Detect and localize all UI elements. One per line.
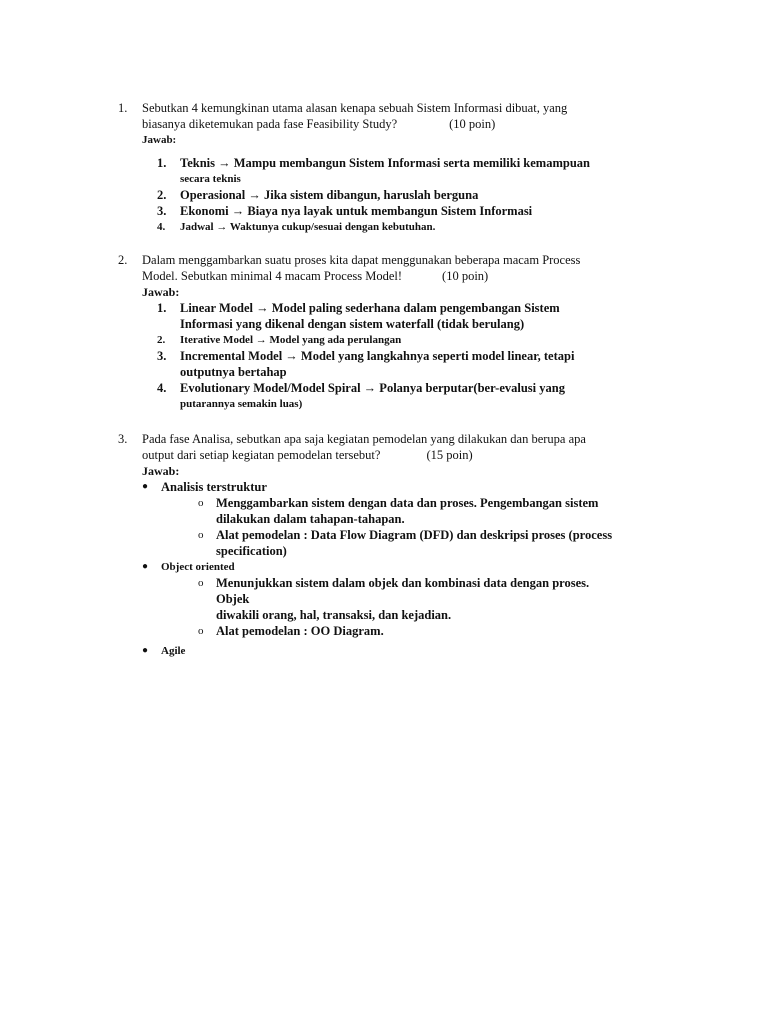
- list-item: 2. Iterative Model → Model yang ada perulangan: [157, 334, 402, 346]
- list-item: 4. Evolutionary Model/Model Spiral → Polanya berputar(ber-evalusi yang putarannya semakin luas): [157, 381, 565, 410]
- list-item: ● Analisis terstruktur o Menggambarkan sistem dengan data dan proses. Pengembangan sistem dilakukan dalam tahapan-tahapan. o Alat pemodelan : Data Flow Diagram (DFD) dan deskripsi proses (process specification): [142, 479, 618, 559]
- list-item: 2. Operasional → Jika sistem dibangun, haruslah berguna: [157, 188, 479, 202]
- question-number: 3.: [118, 432, 128, 446]
- list-item: 1. Linear Model → Model paling sederhana dalam pengembangan Sistem Informasi yang dikenal dengan sistem waterfall (tidak berulang): [157, 301, 560, 331]
- answer-list: [157, 155, 618, 235]
- circle-bullet-icon: o: [198, 625, 204, 637]
- answer-label: Jawab:: [142, 134, 177, 146]
- list-item: 1. Teknis → Mampu membangun Sistem Informasi serta memiliki kemampuan secara teknis: [157, 156, 590, 185]
- question-points: (15 poin): [426, 448, 473, 462]
- sub-list: [198, 495, 618, 559]
- bullet-icon: ●: [142, 645, 149, 656]
- list-item: ● Agile: [142, 645, 186, 657]
- question-text: Dalam menggambarkan suatu proses kita dapat menggunakan beberapa macam Process Model. Sebutkan minimal 4 macam Process Model! (10 poin): [142, 253, 581, 283]
- question-points: (10 poin): [442, 269, 489, 283]
- list-item: ● Object oriented o Menunjukkan sistem dalam objek dan kombinasi data dengan proses. Objek diwakili orang, hal, transaksi, dan kejadian. o Alat pemodelan : OO Diagram.: [142, 559, 618, 639]
- question-text: Sebutkan 4 kemungkinan utama alasan kenapa sebuah Sistem Informasi dibuat, yang biasanya diketemukan pada fase Feasibility Study? (10 poin): [142, 101, 568, 131]
- question-3: [118, 431, 618, 659]
- sub-list-item: o Alat pemodelan : OO Diagram.: [198, 624, 384, 638]
- circle-bullet-icon: o: [198, 577, 204, 589]
- question-number: 1.: [118, 101, 128, 115]
- question-2: [118, 252, 618, 412]
- sub-list-item: o Menggambarkan sistem dengan data dan proses. Pengembangan sistem dilakukan dalam tahapan-tahapan.: [198, 496, 599, 526]
- question-number: 2.: [118, 253, 128, 267]
- answer-list: [157, 300, 618, 412]
- answer-label: Jawab:: [142, 464, 180, 478]
- circle-bullet-icon: o: [198, 497, 204, 509]
- question-text: Pada fase Analisa, sebutkan apa saja kegiatan pemodelan yang dilakukan dan berupa apa output dari setiap kegiatan pemodelan tersebut? (15 poin): [142, 432, 586, 462]
- circle-bullet-icon: o: [198, 529, 204, 541]
- bullet-icon: ●: [142, 481, 149, 492]
- answer-list: [142, 479, 618, 659]
- list-item: 4. Jadwal → Waktunya cukup/sesuai dengan kebutuhan.: [157, 221, 436, 233]
- sub-list-item: o Menunjukkan sistem dalam objek dan kombinasi data dengan proses. Objek diwakili orang, hal, transaksi, dan kejadian.: [198, 576, 590, 622]
- list-item: 3. Ekonomi → Biaya nya layak untuk membangun Sistem Informasi: [157, 204, 533, 218]
- bullet-icon: ●: [142, 561, 149, 572]
- question-points: (10 poin): [449, 117, 496, 131]
- list-item: 3. Incremental Model → Model yang langkahnya seperti model linear, tetapi outputnya bertahap: [157, 349, 575, 379]
- answer-label: Jawab:: [142, 285, 180, 299]
- sub-list-item: o Alat pemodelan : Data Flow Diagram (DFD) dan deskripsi proses (process specification): [198, 528, 613, 558]
- sub-list: [198, 575, 618, 639]
- question-1: [118, 100, 618, 235]
